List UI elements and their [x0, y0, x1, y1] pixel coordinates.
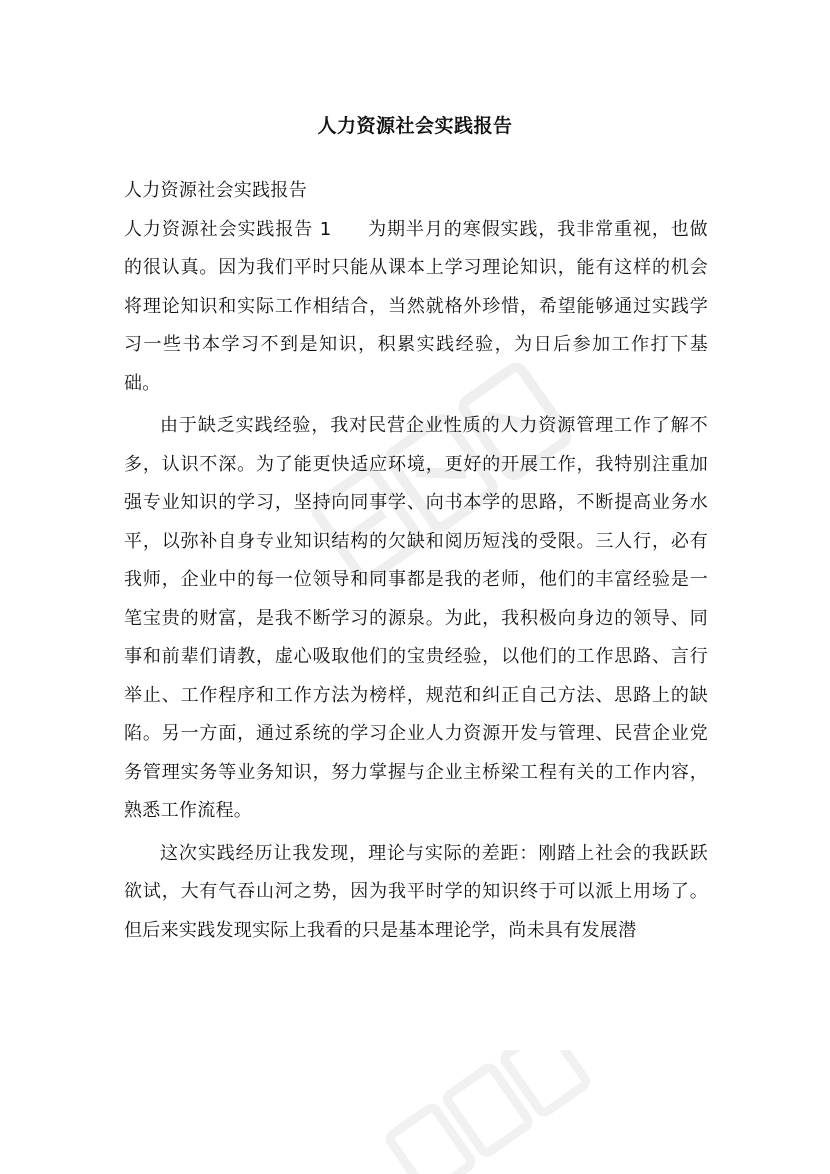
paragraph-2: 由于缺乏实践经验，我对民营企业性质的人力资源管理工作了解不多，认识不深。为了能更快适应环境，更好的开展工作，我特别注重加强专业知识的学习，坚持向同事学、向书本学的思路，不断提高业务水平，以弥补自身专业知识结构的欠缺和阅历短浅的受限。三人行，必有我师，企业中的每一位领导和同事都是我的老师，他们的丰富经验是一笔宝贵的财富，是我不断学习的源泉。为此，我积极向身边的领导、同事和前辈们请教，虚心吸取他们的宝贵经验，以他们的工作思路、言行举止、工作程序和工作方法为榜样，规范和纠正自己方法、思路上的缺陷。另一方面，通过系统的学习企业人力资源开发与管理、民营企业党务管理实务等业务知识，努力掌握与企业主桥梁工程有关的工作内容，熟悉工作流程。 [124, 415, 708, 821]
paragraph-3: 这次实践经历让我发现，理论与实际的差距：刚踏上社会的我跃跃欲试，大有气吞山河之势，因为我平时学的知识终于可以派上用场了。但后来实践发现实际上我看的只是基本理论学，尚未具有发展潜 [124, 842, 708, 941]
report-number-label: 人力资源社会实践报告 1 [124, 218, 332, 240]
paragraph-1 [124, 211, 708, 404]
document-body [124, 172, 708, 950]
paragraph-1-text: 为期半月的寒假实践，我非常重视，也做的很认真。因为我们平时只能从课本上学习理论知识，能有这样的机会将理论知识和实际工作相结合，当然就格外珍惜，希望能够通过实践学习一些书本学习不到是知识，积累实践经验，为日后参加工作打下基础。 [124, 218, 708, 394]
subtitle-line: 人力资源社会实践报告 [124, 180, 307, 201]
document-title: 人力资源社会实践报告 [317, 115, 513, 137]
watermark-graphic-bottom [360, 1050, 600, 1174]
